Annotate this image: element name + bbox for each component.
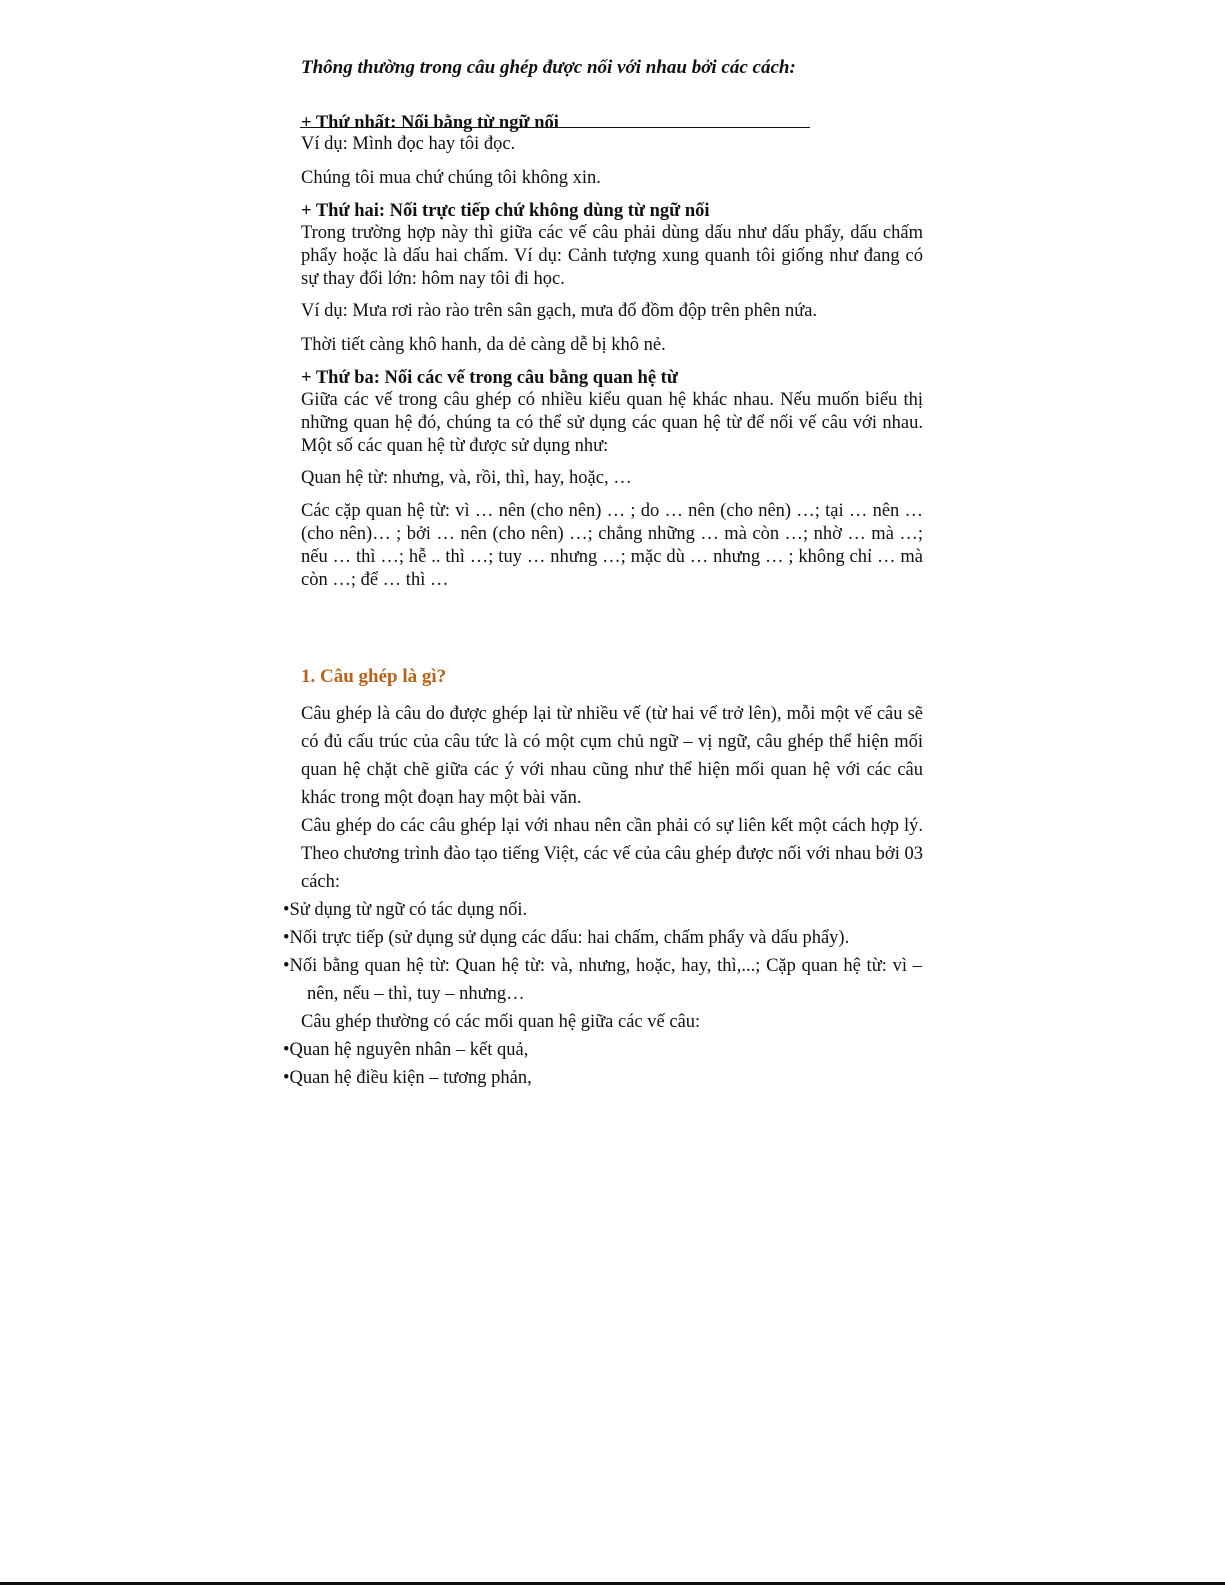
part2-example-2: Thời tiết càng khô hanh, da dẻ càng dễ bị khô nẻ.: [301, 335, 666, 355]
method-bullet-3: [283, 952, 923, 1008]
relation-bullet-1: •Quan hệ nguyên nhân – kết quả,: [283, 1040, 529, 1060]
relation-bullet-2: •Quan hệ điều kiện – tương phản,: [283, 1068, 532, 1088]
part1-example-1: Ví dụ: Mình đọc hay tôi đọc.: [301, 134, 516, 154]
part3-pairs: Các cặp quan hệ từ: vì … nên (cho nên) … ; do … nên (cho nên) …; tại … nên … (cho nên)… ; bởi … nên (cho nên) …; chẳng những … mà còn …; nhờ … mà …; nếu … thì …; hễ .. thì …; tuy … nhưng …; mặc dù … nhưng … ; không chỉ … mà còn …; để … thì …: [301, 501, 923, 590]
part3-words: Quan hệ từ: nhưng, và, rồi, thì, hay, hoặc, …: [301, 468, 632, 488]
section1-paragraph-3: Câu ghép thường có các mối quan hệ giữa các vế câu:: [301, 1012, 701, 1032]
section1-paragraph-2: Câu ghép do các câu ghép lại với nhau nên cần phải có sự liên kết một cách hợp lý. Theo chương trình đào tạo tiếng Việt, các vế của câu ghép được nối với nhau bởi 03 cách:: [301, 816, 923, 892]
part1-example-2: Chúng tôi mua chứ chúng tôi không xin.: [301, 168, 601, 188]
part1-underline: [300, 127, 810, 128]
method-bullet-1: •Sử dụng từ ngữ có tác dụng nối.: [283, 900, 528, 920]
section1-paragraph-1: Câu ghép là câu do được ghép lại từ nhiều vế (từ hai vế trở lên), mỗi một vế câu sẽ có đủ cấu trúc của câu tức là có một cụm chủ ngữ – vị ngữ, câu ghép thể hiện mối quan hệ chặt chẽ giữa các ý với nhau cũng như thể hiện mối quan hệ với các câu khác trong một đoạn hay một bài văn.: [301, 704, 923, 808]
method-bullet-2: •Nối trực tiếp (sử dụng sử dụng các dấu: hai chấm, chấm phẩy và dấu phẩy).: [283, 928, 850, 948]
part1-title: + Thứ nhất: Nối bằng từ ngữ nối: [301, 113, 559, 133]
part3-title: + Thứ ba: Nối các vế trong câu bằng quan hệ từ: [301, 368, 678, 388]
part2-title: + Thứ hai: Nối trực tiếp chứ không dùng từ ngữ nối: [301, 201, 710, 221]
part2-example-1: Ví dụ: Mưa rơi rào rào trên sân gạch, mưa đổ đồm độp trên phên nứa.: [301, 301, 818, 321]
section1-title: 1. Câu ghép là gì?: [301, 666, 447, 687]
part2-body: Trong trường hợp này thì giữa các vế câu phải dùng dấu như dấu phẩy, dấu chấm phẩy hoặc là dấu hai chấm. Ví dụ: Cảnh tượng xung quanh tôi giống như đang có sự thay đổi lớn: hôm nay tôi đi học.: [301, 223, 923, 289]
document-heading: Thông thường trong câu ghép được nối với nhau bởi các cách:: [301, 57, 796, 78]
part3-body: Giữa các vế trong câu ghép có nhiều kiểu quan hệ khác nhau. Nếu muốn biểu thị những quan hệ đó, chúng ta có thể sử dụng các quan hệ từ để nối vế câu với nhau. Một số các quan hệ từ được sử dụng như:: [301, 390, 923, 456]
method-bullet-3-text: •Nối bằng quan hệ từ: Quan hệ từ: và, nhưng, hoặc, hay, thì,...; Cặp quan hệ từ: vì – nên, nếu – thì, tuy – nhưng…: [283, 956, 922, 1004]
